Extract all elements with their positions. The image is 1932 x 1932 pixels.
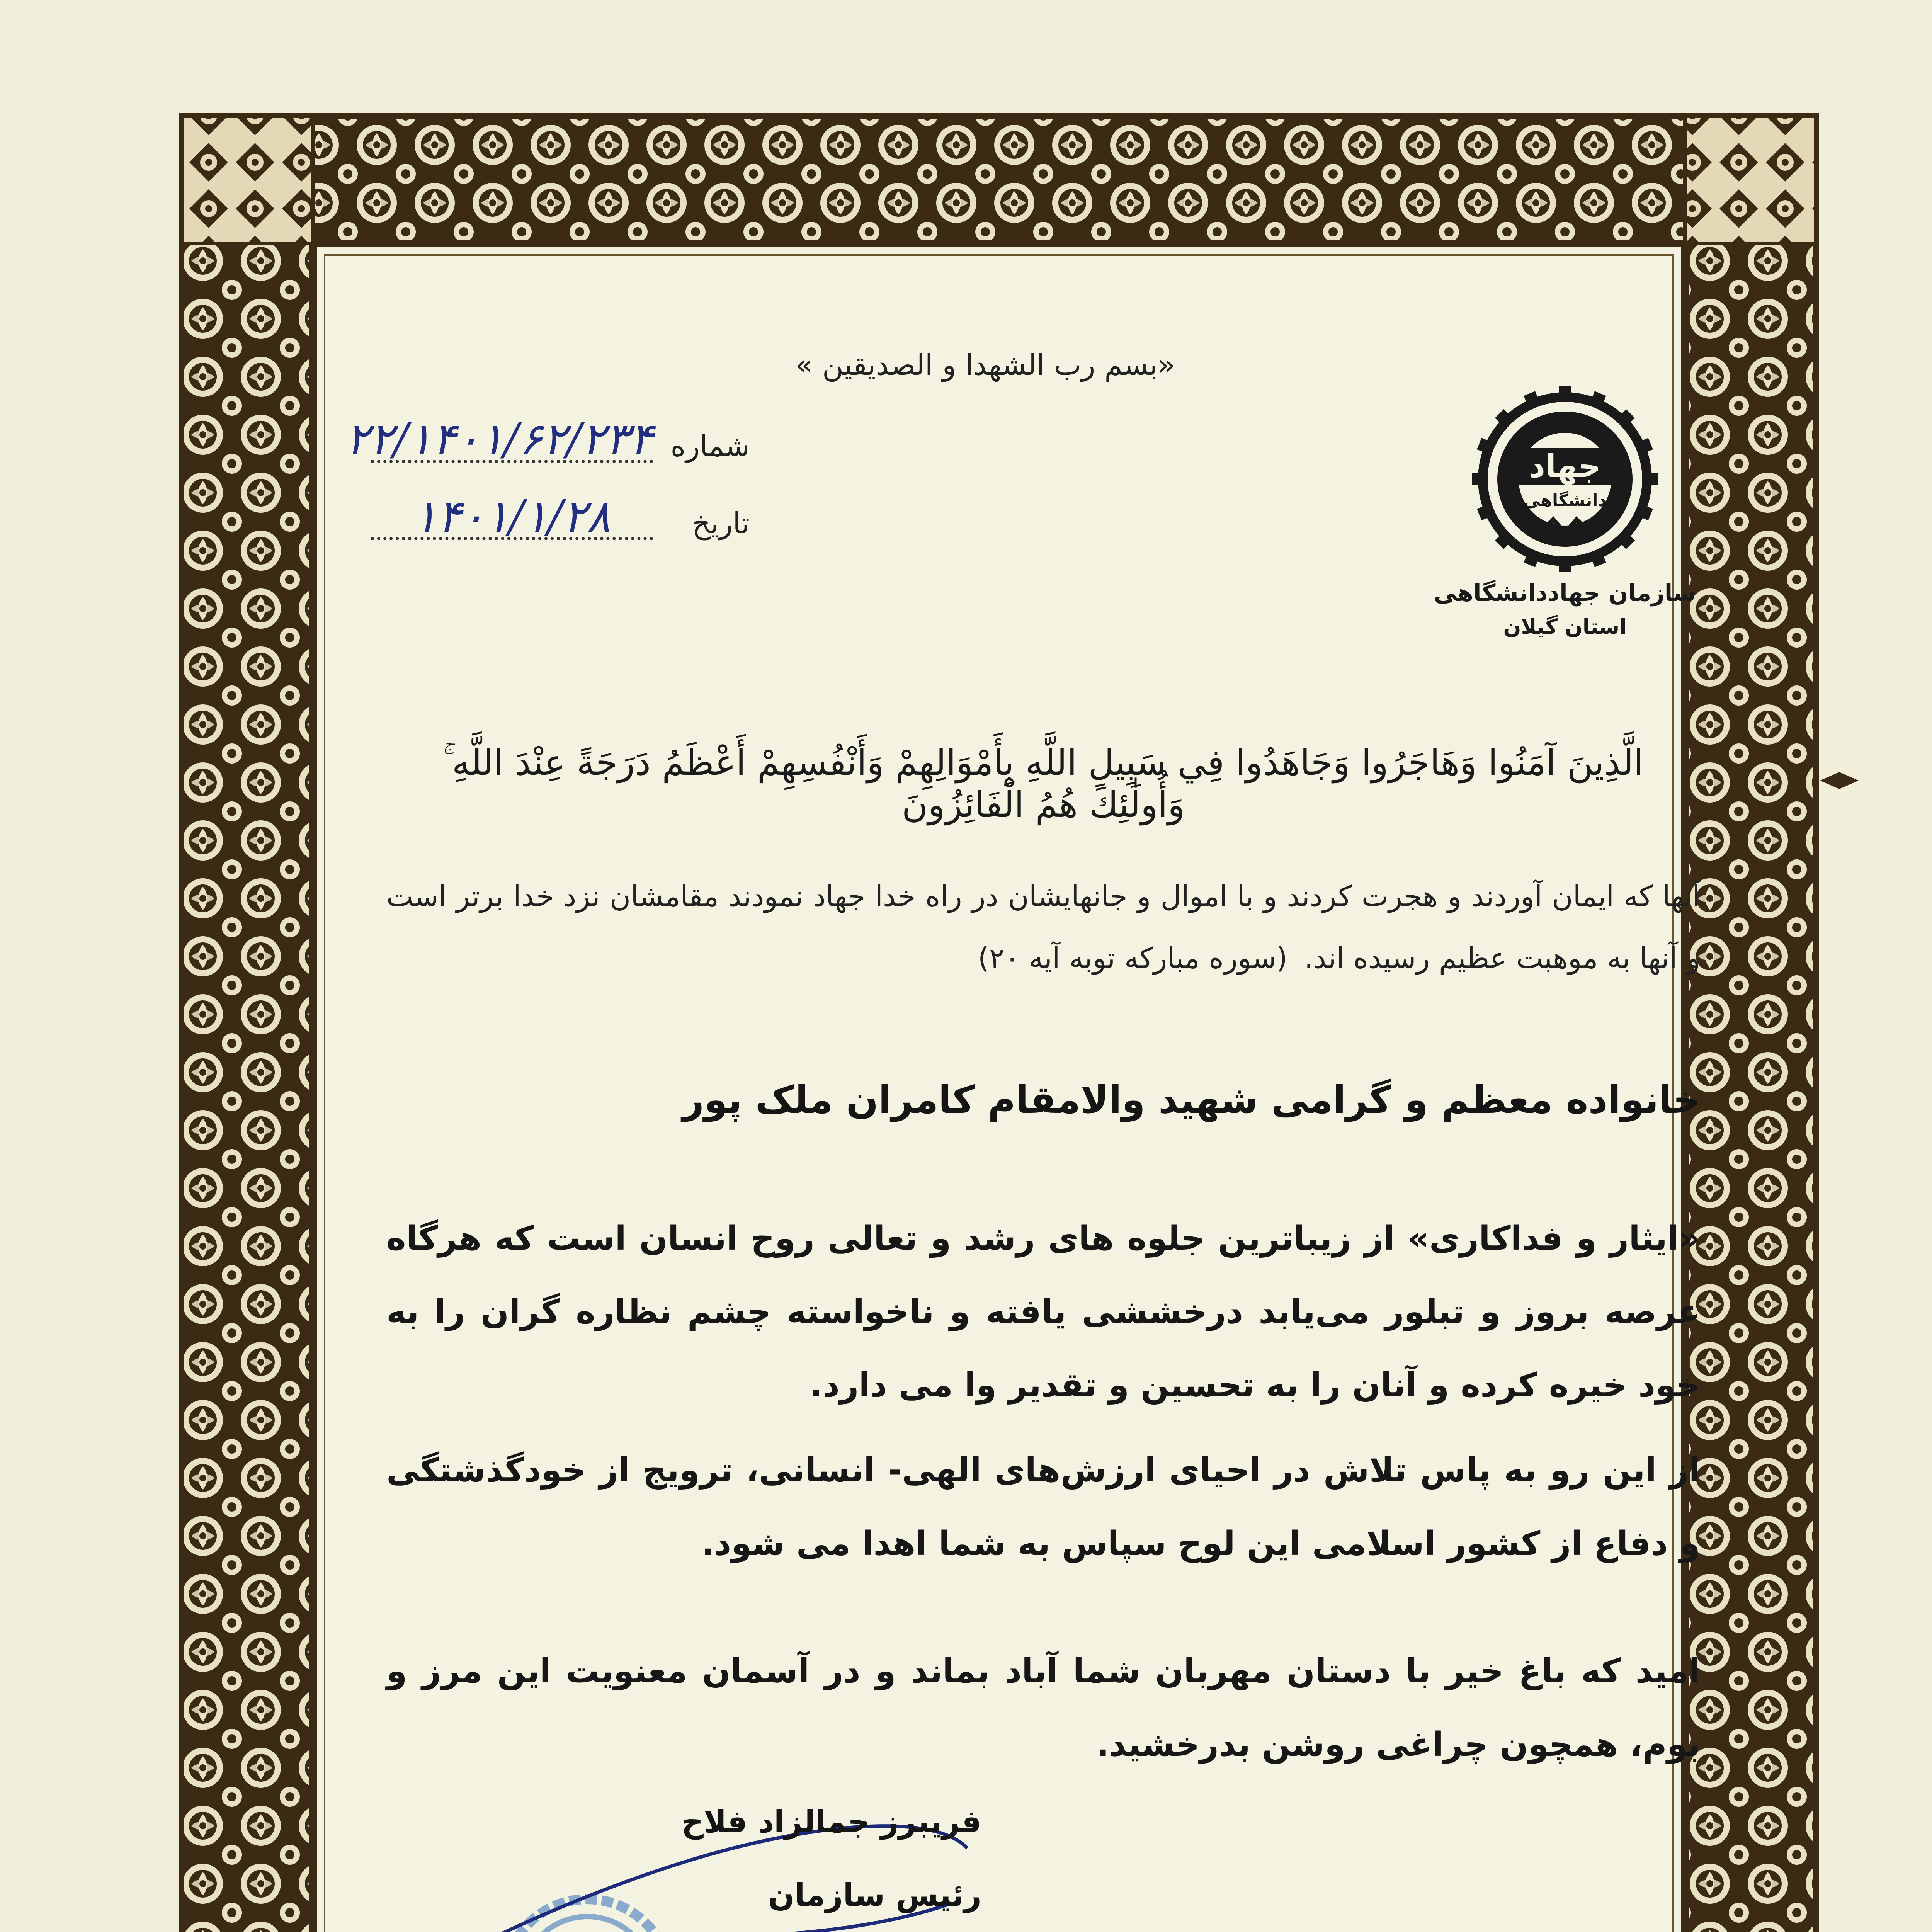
logo-title-text: جهاد <box>1529 448 1601 485</box>
logo-org-name: سازمان جهاددانشگاهی <box>1434 580 1696 607</box>
body-paragraph: امید که باغ خیر با دستان مهربان شما آباد بماند و در آسمان معنویت این مرز و بوم، همچون چراغی روشن بدرخشید. <box>386 1652 1700 1764</box>
translation-source: (سوره مبارکه توبه آیه ۲۰) <box>978 942 1287 975</box>
signatory-block <box>541 1785 981 1932</box>
translation-text: آنها که ایمان آوردند و هجرت کردند و با اموال و جانهایشان در راه خدا جهاد نمودند مقامشان نزد خدا برتر است و آنها به موهبت عظیم رسیده اند. <box>386 880 1700 975</box>
signatory-title: رئیس سازمان <box>768 1877 981 1913</box>
basmala-heading: «بسم رب الشهدا و الصدیقین » <box>795 348 1175 382</box>
date-label: تاریخ <box>692 506 750 540</box>
quran-verse: الَّذِينَ آمَنُوا وَهَاجَرُوا وَجَاهَدُوا فِي سَبِيلِ اللَّهِ بِأَمْوَالِهِمْ وَأَنْفُسِهِمْ أَعْظَمُ دَرَجَةً عِنْدَ اللَّهِ ۚ وَأُولَٰئِكَ هُمُ الْفَائِزُونَ <box>443 742 1644 825</box>
body-paragraph: از این رو به پاس تلاش در احیای ارزش‌های الهی- انسانی، ترویج از خودگذشتگی و دفاع از کشور اسلامی این لوح سپاس به شما اهدا می شود. <box>386 1451 1700 1563</box>
logo-province: استان گیلان <box>1503 614 1627 639</box>
letter-number-row <box>345 413 750 471</box>
jahad-daneshgahi-logo <box>1430 386 1700 572</box>
number-label: شماره <box>670 429 750 463</box>
body-paragraph: «ایثار و فداکاری» از زیباترین جلوه های رشد و تعالی روح انسان است که هرگاه عرصه بروز و تبلور می‌یابد درخششی یافته و ناخواسته چشم نظاره گران را به خود خیره کرده و آنان را به تحسین و تقدیر وا می دارد. <box>386 1219 1700 1405</box>
organization-logo-block <box>1430 386 1700 657</box>
verse-marker-icon <box>1816 769 1862 792</box>
letter-date-row <box>371 491 750 549</box>
logo-subtitle-text: دانشگاهی <box>1523 491 1607 510</box>
signatory-name: فریبرز جمالزاد فلاح <box>681 1804 981 1840</box>
recipient-line: خانواده معظم و گرامی شهید والامقام کامران ملک پور <box>682 1078 1700 1122</box>
date-value: ۱۴۰۱/۱/۲۸ <box>413 491 611 543</box>
number-value: ۲۲/۱۴۰۱/۶۲/۲۳۴ <box>345 413 653 465</box>
verse-translation <box>386 866 1700 989</box>
